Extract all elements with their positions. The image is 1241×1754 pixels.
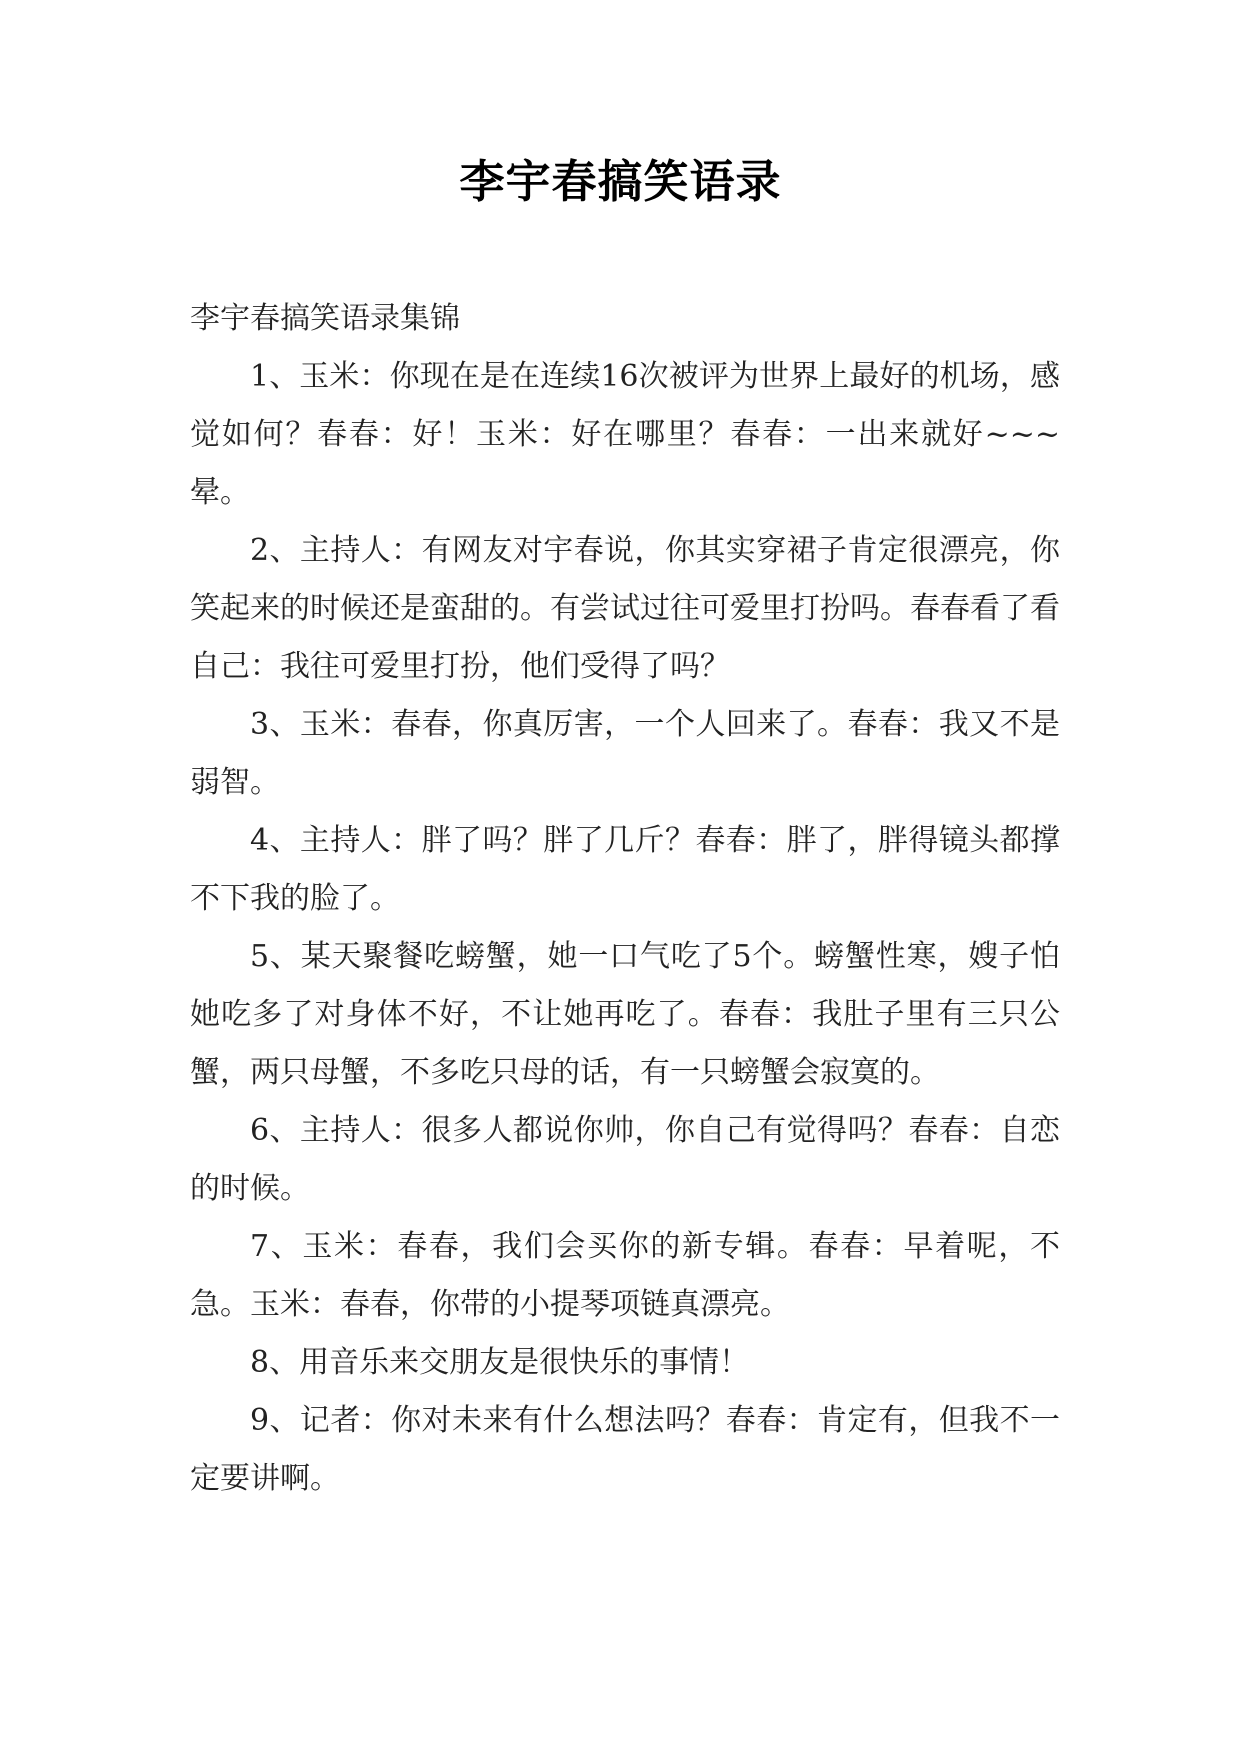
document-body xyxy=(190,290,1060,1508)
document-title: 李宇春搞笑语录 xyxy=(459,155,782,208)
paragraph-4: 4、主持人：胖了吗？胖了几斤？春春：胖了，胖得镜头都撑不下我的脸了。 xyxy=(190,823,1060,916)
paragraph-7: 7、玉米：春春，我们会买你的新专辑。春春：早着呢，不急。玉米：春春，你带的小提琴项链真漂亮。 xyxy=(190,1229,1060,1322)
paragraph-2: 2、主持人：有网友对宇春说，你其实穿裙子肯定很漂亮，你笑起来的时候还是蛮甜的。有尝试过往可爱里打扮吗。春春看了看自己：我往可爱里打扮，他们受得了吗？ xyxy=(190,533,1060,684)
document-subtitle: 李宇春搞笑语录集锦 xyxy=(190,301,460,336)
paragraph-8: 8、用音乐来交朋友是很快乐的事情！ xyxy=(250,1345,750,1380)
paragraph-1: 1、玉米：你现在是在连续16次被评为世界上最好的机场，感觉如何？春春：好！玉米：好在哪里？春春：一出来就好~~~晕。 xyxy=(190,359,1060,510)
paragraph-3: 3、玉米：春春，你真厉害，一个人回来了。春春：我又不是弱智。 xyxy=(190,707,1060,800)
paragraph-9: 9、记者：你对未来有什么想法吗？春春：肯定有，但我不一定要讲啊。 xyxy=(190,1403,1060,1496)
paragraph-5: 5、某天聚餐吃螃蟹，她一口气吃了5个。螃蟹性寒，嫂子怕她吃多了对身体不好，不让她再吃了。春春：我肚子里有三只公蟹，两只母蟹，不多吃只母的话，有一只螃蟹会寂寞的。 xyxy=(190,939,1060,1090)
paragraph-6: 6、主持人：很多人都说你帅，你自己有觉得吗？春春：自恋的时候。 xyxy=(190,1113,1060,1206)
